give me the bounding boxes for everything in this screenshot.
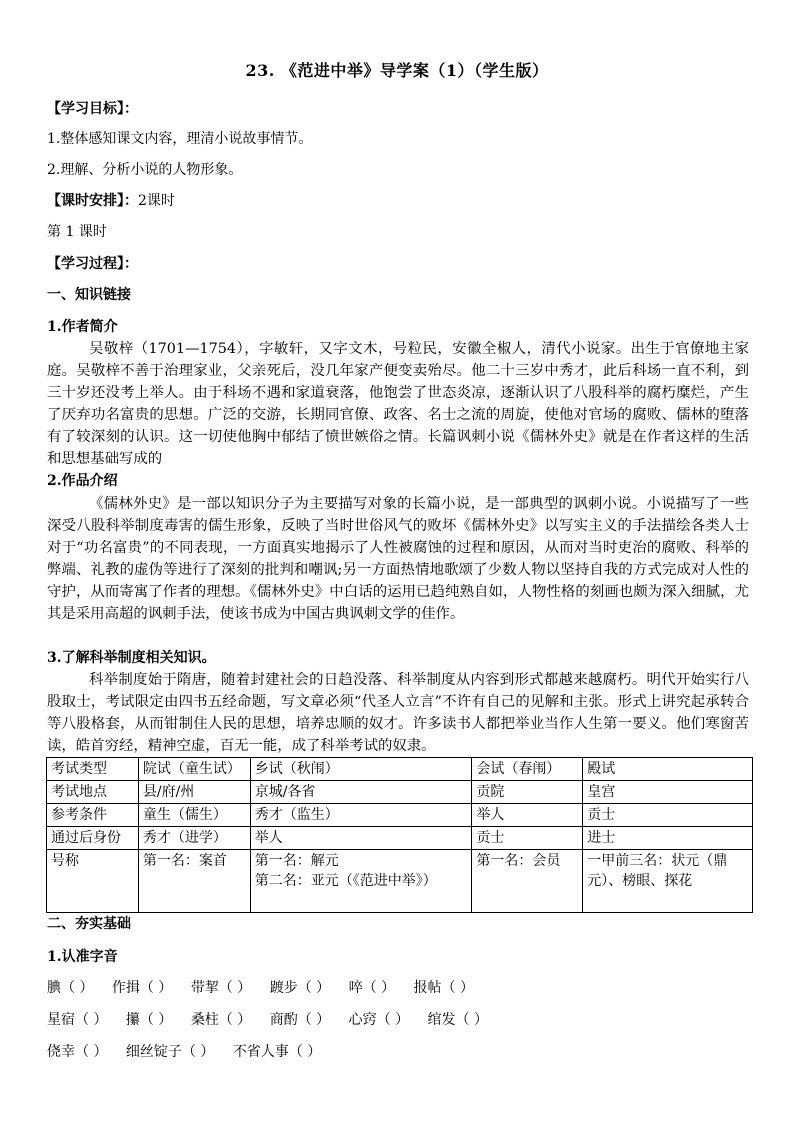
table-row (47, 850, 753, 913)
table-cell: 通过后身份 (47, 827, 139, 850)
pronunciation-row-1 (47, 977, 488, 997)
schedule-line (47, 190, 175, 210)
table-row (47, 781, 753, 804)
table-cell: 一甲前三名：状元（鼎元）、榜眼、探花 (583, 850, 753, 913)
pronunciation-row-3 (47, 1041, 335, 1061)
table-cell: 院试（童生试） (138, 758, 250, 781)
table-cell: 第一名：案首 (138, 850, 250, 913)
lesson-number: 第 1 课时 (47, 224, 107, 240)
table-cell: 贡士 (583, 804, 753, 827)
table-cell: 贡院 (472, 781, 583, 804)
section-foundation: 二、夯实基础 (47, 916, 131, 932)
table-row (47, 804, 753, 827)
table-cell: 进士 (583, 827, 753, 850)
pronunciation-item: 细丝锭子（ ） (125, 1044, 215, 1060)
table-row (47, 758, 753, 781)
table-cell: 第一名：会员 (472, 850, 583, 913)
page-title: 23. 《范进中举》导学案（1）（学生版） (245, 61, 549, 80)
pronunciation-item: 不省人事（ ） (232, 1044, 322, 1060)
pronunciation-item: 桑柱（ ） (190, 1012, 252, 1028)
table-cell: 第一名：解元 第二名：亚元（《范进中举》） (250, 850, 472, 913)
table-cell: 秀才（进学） (138, 827, 250, 850)
table-cell: 贡士 (472, 827, 583, 850)
process-heading: 【学习过程】： (47, 256, 138, 272)
table-cell: 号称 (47, 850, 139, 913)
objective-1: 1.整体感知课文内容，理清小说故事情节。 (47, 131, 313, 147)
sub-exam-knowledge: 3.了解科举制度相关知识。 (47, 650, 216, 666)
pronunciation-item: 商酌（ ） (269, 1012, 331, 1028)
pronunciation-row-2 (47, 1009, 502, 1029)
table-cell: 考试地点 (47, 781, 139, 804)
table-cell: 参考条件 (47, 804, 139, 827)
table-row (47, 827, 753, 850)
pronunciation-item: 侥幸（ ） (47, 1044, 108, 1060)
table-cell: 举人 (250, 827, 472, 850)
work-paragraph: 《儒林外史》是一部以知识分子为主要描写对象的长篇小说，是一部典型的讽刺小说。小说描写了一些深受八股科举制度毒害的儒生形象，反映了当时世俗风气的败坏《儒林外史》以写实主义的手法描绘各类人士对于“功名富贵”的不同表现，一方面真实地揭示了人性被腐蚀的过程和原因，从而对当时吏治的腐败、科举的弊端、礼教的虚伪等进行了深刻的批判和嘲讽;另一方面热情地歌颂了少数人物以坚持自我的方式完成对人性的守护，从而寄寓了作者的理想。《儒林外史》中白话的运用已趋纯熟自如，人物性格的刻画也颇为深入细腻，尤其是采用高超的讽刺手法，使该书成为中国古典讽刺文学的佳作。 (47, 496, 749, 622)
pronunciation-item: 星宿（ ） (47, 1012, 108, 1028)
schedule-heading: 【课时安排】： (47, 193, 138, 209)
pronunciation-item: 心窍（ ） (348, 1012, 410, 1028)
table-cell: 乡试（秋闱） (250, 758, 472, 781)
sub-pronunciation: 1.认准字音 (47, 949, 118, 965)
table-cell: 举人 (472, 804, 583, 827)
pronunciation-item: 报帖（ ） (413, 980, 474, 996)
sub-work-intro: 2.作品介绍 (47, 473, 118, 489)
pronunciation-item: 踱步（ ） (269, 980, 331, 996)
table-cell: 皇宫 (583, 781, 753, 804)
table-cell: 考试类型 (47, 758, 139, 781)
sub-author-intro: 1.作者简介 (47, 319, 118, 335)
objectives-heading: 【学习目标】： (47, 101, 138, 117)
table-cell: 会试（春闱） (472, 758, 583, 781)
table-cell: 殿试 (583, 758, 753, 781)
table-cell: 京城/各省 (250, 781, 472, 804)
pronunciation-item: 攥（ ） (125, 1012, 173, 1028)
table-cell: 童生（儒生） (138, 804, 250, 827)
table-cell: 秀才（监生） (250, 804, 472, 827)
table-cell: 县/府/州 (138, 781, 250, 804)
objective-2: 2.理解、分析小说的人物形象。 (47, 162, 243, 178)
exam-paragraph: 科举制度始于隋唐，随着封建社会的日趋没落、科举制度从内容到形式都越来越腐朽。明代开始实行八股取士，考试限定由四书五经命题，写文章必须“代圣人立言”不许有自己的见解和主张。形式上讲究起承转合等八股格套，从而钳制住人民的思想，培养忠顺的奴才。许多读书人都把举业当作人生第一要义。他们寒窗苦读，皓首穷经，精神空虚，百无一能，成了科举考试的奴隶。 (47, 672, 749, 754)
pronunciation-item: 腆（ ） (47, 980, 94, 996)
pronunciation-item: 绾发（ ） (427, 1012, 488, 1028)
pronunciation-item: 啐（ ） (348, 980, 396, 996)
exam-table (46, 757, 753, 913)
schedule-value: 2课时 (138, 193, 175, 209)
section-knowledge-link: 一、知识链接 (47, 287, 131, 303)
author-paragraph: 吴敬梓（1701—1754），字敏轩，又字文木，号粒民，安徽全椒人，清代小说家。出生于官僚地主家庭。吴敬梓不善于治理家业，父亲死后，没几年家产便变卖殆尽。他二十三岁中秀才，此后科场一直不利，到三十岁还没考上举人。由于科场不遇和家道衰落，他饱尝了世态炎凉，逐渐认识了八股科举的腐朽糜烂，产生了厌弃功名富贵的思想。广泛的交游，长期同官僚、政客、名士之流的周旋，使他对官场的腐败、儒林的堕落有了较深刻的认识。这一切使他胸中郁结了愤世嫉俗之情。长篇讽刺小说《儒林外史》就是在作者这样的生活和思想基础写成的 (47, 341, 749, 467)
pronunciation-item: 作揖（ ） (111, 980, 173, 996)
pronunciation-item: 带挈（ ） (190, 980, 252, 996)
